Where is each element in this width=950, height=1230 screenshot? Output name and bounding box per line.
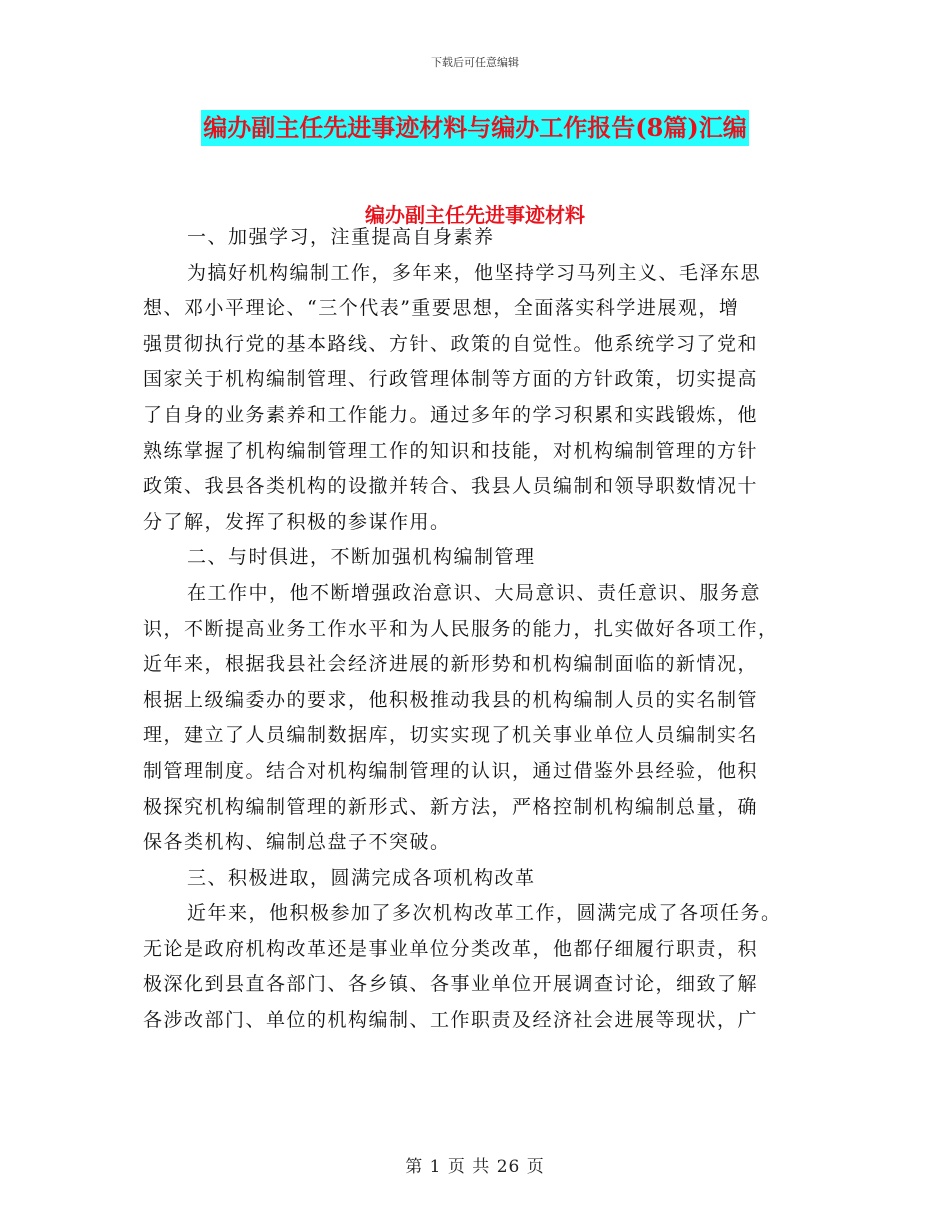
body-line: 理，建立了人员编制数据库，切实实现了机关事业单位人员编制实名: [143, 724, 759, 747]
body-line: 极深化到县直各部门、各乡镇、各事业单位开展调查讨论，细致了解: [143, 973, 759, 996]
body-line: 极探究机构编制管理的新形式、新方法，严格控制机构编制总量，确: [143, 795, 759, 818]
body-line: 国家关于机构编制管理、行政管理体制等方面的方针政策，切实提高: [143, 368, 759, 391]
body-line: 识，不断提高业务工作水平和为人民服务的能力，扎实做好各项工作，: [143, 617, 779, 640]
body-line: 无论是政府机构改革还是事业单位分类改革，他都仔细履行职责，积: [143, 937, 759, 960]
page-footer: 第 1 页 共 26 页: [405, 1157, 545, 1177]
page-header: 下载后可任意编辑: [431, 56, 519, 69]
document-body: [143, 220, 815, 1039]
body-line: 为搞好机构编制工作，多年来，他坚持学习马列主义、毛泽东思: [187, 261, 762, 284]
body-line: 熟练掌握了机构编制管理工作的知识和技能，对机构编制管理的方针: [143, 439, 759, 462]
body-line: 想、邓小平理论、“三个代表”重要思想，全面落实科学进展观，增: [143, 297, 740, 320]
body-line: 政策、我县各类机构的设撤并转合、我县人员编制和领导职数情况十: [143, 475, 759, 498]
body-line: 各涉改部门、单位的机构编制、工作职责及经济社会进展等现状，广: [143, 1009, 759, 1032]
body-line: 保各类机构、编制总盘子不突破。: [143, 831, 451, 854]
heading-1: 一、加强学习，注重提高自身素养: [187, 226, 495, 248]
heading-3: 三、积极进取，圆满完成各项机构改革: [187, 866, 536, 889]
document-title-container: [0, 110, 950, 146]
section-title: 编办副主任先进事迹材料: [365, 203, 585, 227]
body-line: 了自身的业务素养和工作能力。通过多年的学习积累和实践锻炼，他: [143, 403, 759, 426]
body-line: 近年来，根据我县社会经济进展的新形势和机构编制面临的新情况，: [143, 653, 759, 676]
body-line: 在工作中，他不断增强政治意识、大局意识、责任意识、服务意: [187, 581, 762, 604]
document-title: 编办副主任先进事迹材料与编办工作报告(8篇)汇编: [201, 110, 748, 146]
heading-2: 二、与时俱进，不断加强机构编制管理: [187, 546, 536, 569]
body-line: 强贯彻执行党的基本路线、方针、政策的自觉性。他系统学习了党和: [143, 332, 759, 355]
body-line: 制管理制度。结合对机构编制管理的认识，通过借鉴外县经验，他积: [143, 759, 759, 782]
body-line: 根据上级编委办的要求，他积极推动我县的机构编制人员的实名制管: [143, 688, 759, 711]
body-line: 分了解，发挥了积极的参谋作用。: [143, 510, 451, 533]
body-line: 近年来，他积极参加了多次机构改革工作，圆满完成了各项任务。: [187, 902, 782, 925]
